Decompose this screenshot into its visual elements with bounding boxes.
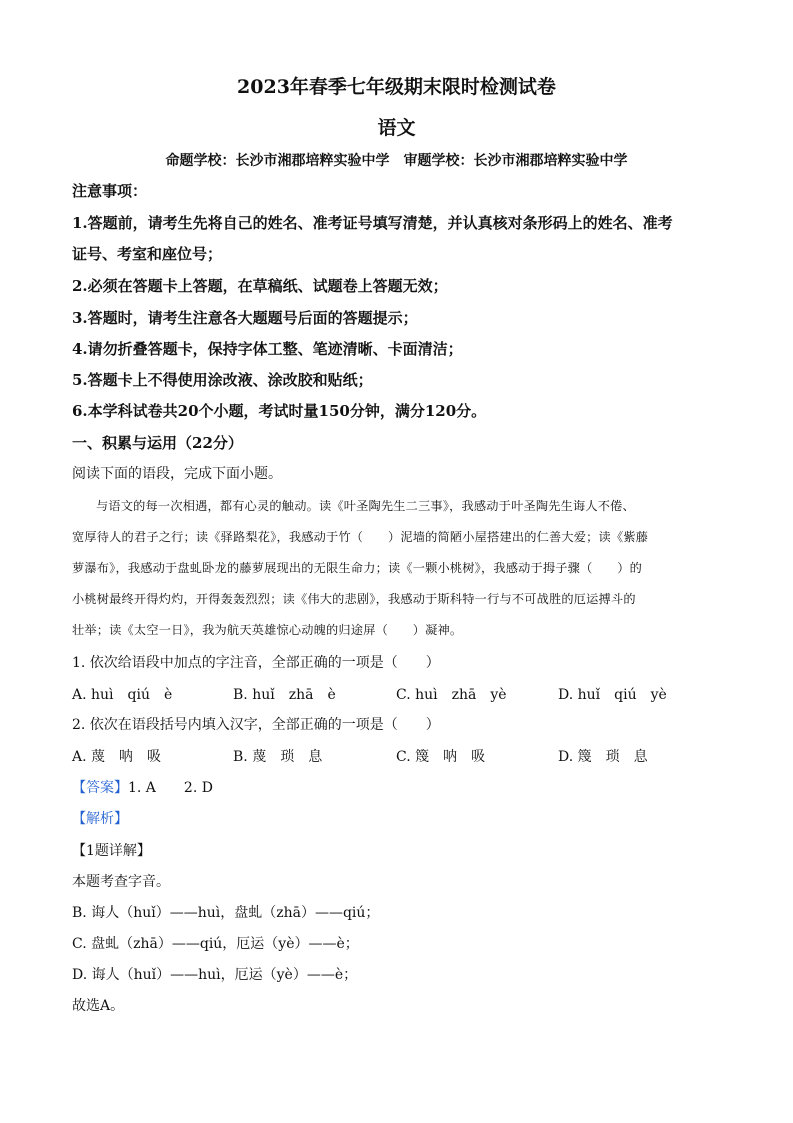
- q1-option-b: B. huǐ zhā è: [233, 687, 336, 703]
- analysis-label: 【解析】: [72, 811, 128, 827]
- answer-label: 【答案】: [72, 780, 128, 796]
- notice-item: 6.本学科试卷共20个小题，考试时量150分钟，满分120分。: [72, 402, 487, 420]
- q2-option-c: C. 篾 呐 吸: [396, 749, 486, 765]
- notice-item: 5.答题卡上不得使用涂改液、涂改胶和贴纸；: [72, 371, 373, 389]
- analysis-line: 故选A。: [72, 998, 125, 1014]
- section-heading: 一、积累与运用（22分）: [72, 434, 243, 452]
- notice-item: 证号、考室和座位号；: [72, 245, 223, 263]
- analysis-line: 本题考查字音。: [72, 874, 170, 890]
- q2-option-d: D. 篾 琐 息: [558, 749, 648, 765]
- q1-option-d: D. huǐ qiú yè: [558, 687, 667, 703]
- passage-line: 小桃树最终开得灼灼，开得轰轰烈烈；读《伟大的悲剧》，我感动于斯科特一行与不可战胜的厄运搏斗的: [72, 592, 636, 606]
- detail-label: 【1题详解】: [72, 843, 151, 859]
- passage-line: 宽厚待人的君子之行；读《驿路梨花》，我感动于竹（ ）泥墙的简陋小屋搭建出的仁善大爱；读《紫藤: [72, 530, 649, 544]
- answer-line: [72, 777, 213, 797]
- analysis-line: D. 诲人（huǐ）——huì，厄运（yè）——è；: [72, 967, 358, 983]
- question-1-stem: 1. 依次给语段中加点的字注音，全部正确的一项是（ ）: [72, 655, 440, 671]
- question-2-stem: 2. 依次在语段括号内填入汉字，全部正确的一项是（ ）: [72, 717, 440, 733]
- school-info: 命题学校：长沙市湘郡培粹实验中学 审题学校：长沙市湘郡培粹实验中学: [165, 153, 628, 169]
- subject-title: 语文: [377, 117, 416, 139]
- exam-title: 2023年春季七年级期末限时检测试卷: [237, 76, 556, 98]
- analysis-line: C. 盘虬（zhā）——qiú，厄运（yè）——è；: [72, 936, 359, 952]
- passage-line: 与语文的每一次相遇，都有心灵的触动。读《叶圣陶先生二三事》，我感动于叶圣陶先生诲人不倦、: [96, 499, 635, 513]
- notice-item: 3.答题时，请考生注意各大题题号后面的答题提示；: [72, 309, 418, 327]
- notice-item: 1.答题前，请考生先将自己的姓名、准考证号填写清楚，并认真核对条形码上的姓名、准考: [72, 214, 673, 232]
- analysis-line: B. 诲人（huǐ）——huì，盘虬（zhā）——qiú；: [72, 905, 380, 921]
- notice-heading: 注意事项：: [72, 182, 148, 200]
- passage-line: 萝瀑布》，我感动于盘虬卧龙的藤萝展现出的无限生命力；读《一颗小桃树》，我感动于拇子骤（ ）的: [72, 561, 643, 575]
- answer-text: 1. A 2. D: [128, 780, 213, 796]
- q2-option-a: A. 蔑 呐 吸: [72, 749, 162, 765]
- notice-item: 2.必须在答题卡上答题，在草稿纸、试题卷上答题无效；: [72, 277, 448, 295]
- section-instruction: 阅读下面的语段，完成下面小题。: [72, 466, 282, 482]
- q1-option-c: C. huì zhā yè: [396, 687, 507, 703]
- passage-line: 壮举；读《太空一日》，我为航天英雄惊心动魄的归途屏（ ）凝神。: [72, 623, 463, 637]
- q1-option-a: A. huì qiú è: [72, 687, 173, 703]
- q2-option-b: B. 蔑 琐 息: [233, 749, 323, 765]
- notice-item: 4.请勿折叠答题卡，保持字体工整、笔迹清晰、卡面清洁；: [72, 340, 463, 358]
